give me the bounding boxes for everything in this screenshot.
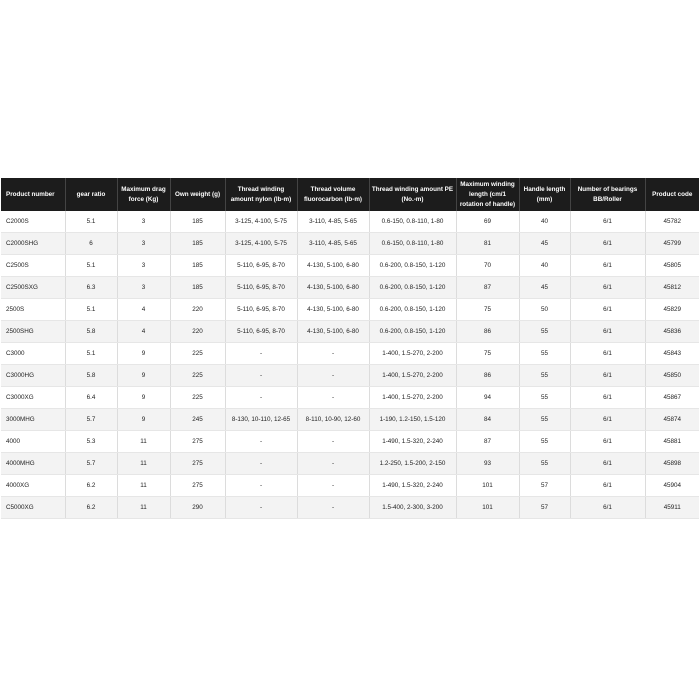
pe-capacity-cell: 1-490, 1.5-320, 2-240 [369,431,456,453]
table-row [1,233,699,255]
bearings-cell: 6/1 [570,277,645,299]
own-weight-cell: 185 [170,211,225,233]
own-weight-cell: 185 [170,233,225,255]
gear-ratio-cell: 5.7 [65,453,117,475]
product-code-cell: 45799 [645,233,699,255]
table-row [1,211,699,233]
max-drag-cell: 4 [117,321,170,343]
table-row [1,387,699,409]
max-drag-cell: 11 [117,431,170,453]
max-drag-cell: 9 [117,409,170,431]
nylon-capacity-cell: 5-110, 6-95, 8-70 [225,299,297,321]
handle-length-cell: 57 [519,475,570,497]
product-code-cell: 45836 [645,321,699,343]
own-weight-cell: 225 [170,365,225,387]
max-drag-cell: 3 [117,233,170,255]
table-row [1,299,699,321]
handle-length-cell: 55 [519,343,570,365]
bearings-cell: 6/1 [570,409,645,431]
pe-capacity-cell: 1-190, 1.2-150, 1.5-120 [369,409,456,431]
handle-length-cell: 55 [519,365,570,387]
fluorocarbon-capacity-cell: 4-130, 5-100, 6-80 [297,255,369,277]
gear-ratio-cell: 6.4 [65,387,117,409]
table-row [1,409,699,431]
pe-capacity-cell: 0.6-150, 0.8-110, 1-80 [369,211,456,233]
handle-length-cell: 55 [519,321,570,343]
product-spec-table [1,178,699,519]
bearings-cell: 6/1 [570,453,645,475]
pe-capacity-cell: 0.6-150, 0.8-110, 1-80 [369,233,456,255]
pe-capacity-cell: 1-490, 1.5-320, 2-240 [369,475,456,497]
max-winding-length-cell: 87 [456,277,519,299]
max-winding-length-cell: 94 [456,387,519,409]
column-header-nylon-capacity: Thread winding amount nylon (lb-m) [225,178,297,211]
gear-ratio-cell: 6 [65,233,117,255]
fluorocarbon-capacity-cell: - [297,475,369,497]
own-weight-cell: 185 [170,277,225,299]
product-number-cell: C5000XG [1,497,65,519]
gear-ratio-cell: 6.2 [65,497,117,519]
product-code-cell: 45805 [645,255,699,277]
max-drag-cell: 3 [117,255,170,277]
max-winding-length-cell: 101 [456,475,519,497]
column-header-bearings: Number of bearings BB/Roller [570,178,645,211]
table-row [1,431,699,453]
table-row [1,475,699,497]
max-winding-length-cell: 101 [456,497,519,519]
fluorocarbon-capacity-cell: 4-130, 5-100, 6-80 [297,321,369,343]
table-row [1,255,699,277]
handle-length-cell: 55 [519,431,570,453]
max-winding-length-cell: 86 [456,321,519,343]
handle-length-cell: 45 [519,233,570,255]
fluorocarbon-capacity-cell: - [297,365,369,387]
bearings-cell: 6/1 [570,211,645,233]
bearings-cell: 6/1 [570,497,645,519]
pe-capacity-cell: 1-400, 1.5-270, 2-200 [369,365,456,387]
own-weight-cell: 220 [170,321,225,343]
max-drag-cell: 11 [117,453,170,475]
product-number-cell: 4000XG [1,475,65,497]
product-number-cell: C3000HG [1,365,65,387]
column-header-fluorocarbon-capacity: Thread volume fluorocarbon (lb-m) [297,178,369,211]
max-winding-length-cell: 75 [456,343,519,365]
product-number-cell: 4000 [1,431,65,453]
product-code-cell: 45867 [645,387,699,409]
table-header-row [1,178,699,211]
bearings-cell: 6/1 [570,321,645,343]
fluorocarbon-capacity-cell: 3-110, 4-85, 5-65 [297,211,369,233]
pe-capacity-cell: 1.2-250, 1.5-200, 2-150 [369,453,456,475]
nylon-capacity-cell: 5-110, 6-95, 8-70 [225,277,297,299]
bearings-cell: 6/1 [570,475,645,497]
column-header-product-code: Product code [645,178,699,211]
product-code-cell: 45881 [645,431,699,453]
column-header-handle-length: Handle length (mm) [519,178,570,211]
max-drag-cell: 9 [117,365,170,387]
nylon-capacity-cell: 3-125, 4-100, 5-75 [225,211,297,233]
bearings-cell: 6/1 [570,233,645,255]
pe-capacity-cell: 1-400, 1.5-270, 2-200 [369,343,456,365]
pe-capacity-cell: 0.6-200, 0.8-150, 1-120 [369,277,456,299]
gear-ratio-cell: 5.8 [65,365,117,387]
nylon-capacity-cell: - [225,431,297,453]
own-weight-cell: 275 [170,475,225,497]
max-winding-length-cell: 84 [456,409,519,431]
fluorocarbon-capacity-cell: - [297,497,369,519]
product-number-cell: C3000XG [1,387,65,409]
max-drag-cell: 9 [117,343,170,365]
nylon-capacity-cell: - [225,343,297,365]
pe-capacity-cell: 0.6-200, 0.8-150, 1-120 [369,321,456,343]
product-number-cell: 3000MHG [1,409,65,431]
product-code-cell: 45782 [645,211,699,233]
max-drag-cell: 11 [117,475,170,497]
handle-length-cell: 57 [519,497,570,519]
bearings-cell: 6/1 [570,387,645,409]
handle-length-cell: 55 [519,387,570,409]
fluorocarbon-capacity-cell: 4-130, 5-100, 6-80 [297,299,369,321]
own-weight-cell: 275 [170,431,225,453]
column-header-max-drag: Maximum drag force (Kg) [117,178,170,211]
handle-length-cell: 50 [519,299,570,321]
product-code-cell: 45829 [645,299,699,321]
bearings-cell: 6/1 [570,431,645,453]
gear-ratio-cell: 5.7 [65,409,117,431]
product-code-cell: 45911 [645,497,699,519]
table-row [1,321,699,343]
product-code-cell: 45843 [645,343,699,365]
max-winding-length-cell: 81 [456,233,519,255]
handle-length-cell: 40 [519,255,570,277]
product-number-cell: 2500S [1,299,65,321]
product-code-cell: 45904 [645,475,699,497]
bearings-cell: 6/1 [570,365,645,387]
product-number-cell: 4000MHG [1,453,65,475]
column-header-max-winding-length: Maximum winding length (cm/1 rotation of handle) [456,178,519,211]
max-winding-length-cell: 69 [456,211,519,233]
product-code-cell: 45898 [645,453,699,475]
gear-ratio-cell: 5.1 [65,211,117,233]
gear-ratio-cell: 5.1 [65,343,117,365]
handle-length-cell: 45 [519,277,570,299]
max-drag-cell: 9 [117,387,170,409]
fluorocarbon-capacity-cell: 8-110, 10-90, 12-60 [297,409,369,431]
handle-length-cell: 55 [519,409,570,431]
column-header-product-number: Product number [1,178,65,211]
fluorocarbon-capacity-cell: - [297,431,369,453]
fluorocarbon-capacity-cell: 4-130, 5-100, 6-80 [297,277,369,299]
own-weight-cell: 225 [170,387,225,409]
handle-length-cell: 55 [519,453,570,475]
own-weight-cell: 245 [170,409,225,431]
product-number-cell: C2000SHG [1,233,65,255]
gear-ratio-cell: 5.1 [65,299,117,321]
own-weight-cell: 185 [170,255,225,277]
nylon-capacity-cell: - [225,387,297,409]
column-header-own-weight: Own weight (g) [170,178,225,211]
gear-ratio-cell: 6.2 [65,475,117,497]
fluorocarbon-capacity-cell: - [297,343,369,365]
table-row [1,343,699,365]
nylon-capacity-cell: - [225,497,297,519]
table-row [1,277,699,299]
max-winding-length-cell: 93 [456,453,519,475]
table-row [1,497,699,519]
fluorocarbon-capacity-cell: 3-110, 4-85, 5-65 [297,233,369,255]
fluorocarbon-capacity-cell: - [297,453,369,475]
product-number-cell: C2500S [1,255,65,277]
nylon-capacity-cell: 8-130, 10-110, 12-65 [225,409,297,431]
max-drag-cell: 3 [117,277,170,299]
max-winding-length-cell: 87 [456,431,519,453]
own-weight-cell: 290 [170,497,225,519]
product-number-cell: 2500SHG [1,321,65,343]
max-drag-cell: 11 [117,497,170,519]
product-number-cell: C2000S [1,211,65,233]
nylon-capacity-cell: - [225,365,297,387]
max-drag-cell: 4 [117,299,170,321]
max-winding-length-cell: 86 [456,365,519,387]
pe-capacity-cell: 1.5-400, 2-300, 3-200 [369,497,456,519]
nylon-capacity-cell: 3-125, 4-100, 5-75 [225,233,297,255]
gear-ratio-cell: 6.3 [65,277,117,299]
product-number-cell: C2500SXG [1,277,65,299]
max-drag-cell: 3 [117,211,170,233]
own-weight-cell: 220 [170,299,225,321]
bearings-cell: 6/1 [570,255,645,277]
handle-length-cell: 40 [519,211,570,233]
product-code-cell: 45874 [645,409,699,431]
product-code-cell: 45812 [645,277,699,299]
nylon-capacity-cell: 5-110, 6-95, 8-70 [225,321,297,343]
gear-ratio-cell: 5.3 [65,431,117,453]
own-weight-cell: 225 [170,343,225,365]
pe-capacity-cell: 0.6-200, 0.8-150, 1-120 [369,255,456,277]
table-body [1,211,699,519]
bearings-cell: 6/1 [570,343,645,365]
column-header-gear-ratio: gear ratio [65,178,117,211]
table-row [1,453,699,475]
column-header-pe-capacity: Thread winding amount PE (No.-m) [369,178,456,211]
table-row [1,365,699,387]
product-number-cell: C3000 [1,343,65,365]
nylon-capacity-cell: - [225,453,297,475]
own-weight-cell: 275 [170,453,225,475]
nylon-capacity-cell: 5-110, 6-95, 8-70 [225,255,297,277]
product-code-cell: 45850 [645,365,699,387]
max-winding-length-cell: 75 [456,299,519,321]
bearings-cell: 6/1 [570,299,645,321]
fluorocarbon-capacity-cell: - [297,387,369,409]
gear-ratio-cell: 5.8 [65,321,117,343]
max-winding-length-cell: 70 [456,255,519,277]
pe-capacity-cell: 0.6-200, 0.8-150, 1-120 [369,299,456,321]
nylon-capacity-cell: - [225,475,297,497]
pe-capacity-cell: 1-400, 1.5-270, 2-200 [369,387,456,409]
gear-ratio-cell: 5.1 [65,255,117,277]
